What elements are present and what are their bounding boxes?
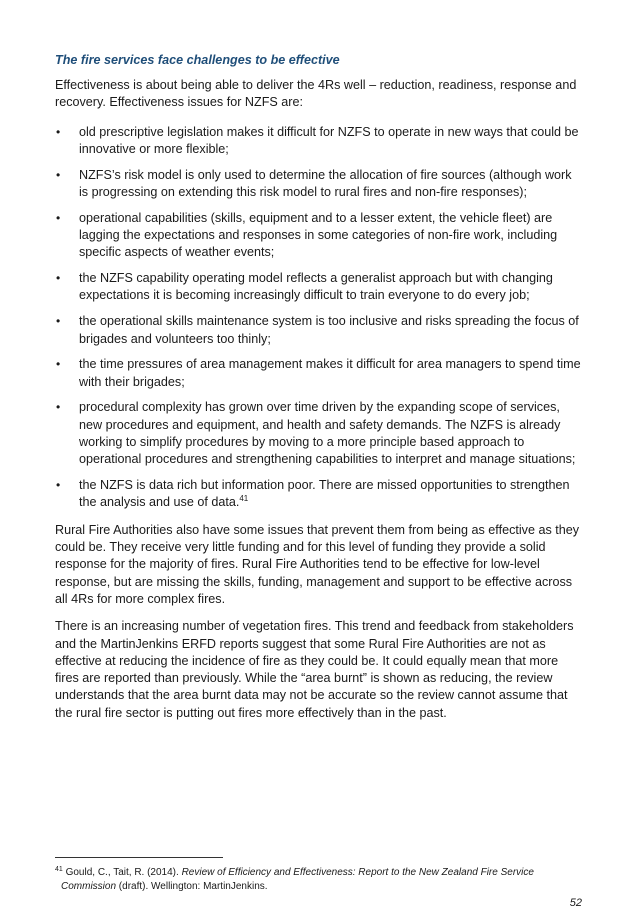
bullet-icon: • — [56, 167, 61, 182]
section-heading: The fire services face challenges to be effective — [55, 53, 340, 67]
footnote — [55, 863, 575, 893]
footnote-number: 41 — [55, 866, 63, 873]
list-item-text: the operational skills maintenance system is too inclusive and risks spreading the focus of brigades and volunteers too thinly; — [79, 314, 579, 346]
list-item-text: the NZFS capability operating model reflects a generalist approach but with changing expectations it is becoming increasingly difficult to train everyone to do every job; — [79, 271, 553, 303]
list-item-text: the time pressures of area management makes it difficult for area managers to spend time with their brigades; — [79, 357, 581, 389]
footnote-authors: Gould, C., Tait, R. (2014). — [65, 867, 179, 878]
document-page — [55, 52, 583, 732]
footnote-divider — [55, 857, 223, 858]
bullet-icon: • — [56, 478, 61, 493]
list-item — [55, 356, 583, 391]
bullet-icon: • — [56, 400, 61, 415]
footnote-reference[interactable]: 41 — [239, 494, 249, 504]
rural-fire-paragraph: Rural Fire Authorities also have some issues that prevent them from being as effective as they could be. They receive very little funding and for this level of funding they provide a solid response for the majority of fires. Rural Fire Authorities tend to be effective for low-level response, but are missing the skills, funding, management and support to be effective across all 4Rs for more complex fires. — [55, 522, 580, 606]
list-item-text: procedural complexity has grown over time driven by the expanding scope of services, new procedures and equipment, and health and safety demands. The NZFS is already working to simplify procedures by moving to a more principle based approach to operational procedures and strengthening capabilities to interpret and manage situations; — [79, 400, 576, 467]
intro-paragraph: Effectiveness is about being able to deliver the 4Rs well – reduction, readiness, response and recovery. Effectiveness issues for NZFS are: — [55, 78, 577, 110]
bullet-icon: • — [56, 271, 61, 286]
page-number: 52 — [569, 897, 582, 909]
list-item-text: NZFS’s risk model is only used to determine the allocation of fire sources (although work is progressing on extending this risk model to rural fires and non-fire responses); — [79, 167, 572, 199]
list-item — [55, 399, 583, 468]
bullet-icon: • — [56, 314, 61, 329]
footnote-publisher: (draft). Wellington: MartinJenkins. — [118, 880, 268, 892]
bullet-icon: • — [56, 124, 61, 139]
list-item — [55, 313, 583, 348]
list-item-text: operational capabilities (skills, equipment and to a lesser extent, the vehicle fleet) are lagging the expectations and responses in some categories of non-fire work, including specific aspects of weather events; — [79, 210, 558, 260]
vegetation-fire-paragraph: There is an increasing number of vegetation fires. This trend and feedback from stakeholders and the MartinJenkins ERFD reports suggest that some Rural Fire Authorities are not as effective at reducing the incidence of fire as they could be. It could equally mean that more fires are reported than previously. While the “area burnt” is shown as reducing, the review understands that the area burnt data may not be accurate so the review cannot assume that the rural fire sector is putting out fires more effectively than in the past. — [55, 619, 574, 720]
footnote-title-continued: Commission — [61, 880, 117, 892]
list-item — [55, 124, 583, 159]
list-item-text: old prescriptive legislation makes it difficult for NZFS to operate in new ways that could be innovative or more flexible; — [79, 124, 579, 156]
list-item — [55, 477, 583, 512]
footnote-title: Review of Efficiency and Effectiveness: Report to the New Zealand Fire Service — [181, 867, 534, 878]
list-item-text: the NZFS is data rich but information poor. There are missed opportunities to strengthen the analysis and use of data. — [79, 478, 570, 510]
list-item — [55, 210, 583, 262]
bullet-icon: • — [56, 357, 61, 372]
bullet-icon: • — [56, 210, 61, 225]
list-item — [55, 270, 583, 305]
effectiveness-issues-list — [55, 124, 583, 512]
list-item — [55, 167, 583, 202]
